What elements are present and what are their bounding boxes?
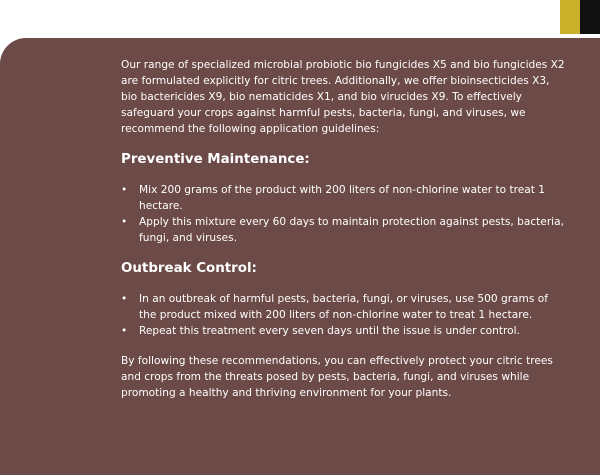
list-item [121,182,566,214]
section-heading-preventive: Preventive Maintenance: [121,152,310,167]
bullet-icon: • [121,184,128,196]
section-heading-outbreak: Outbreak Control: [121,261,257,276]
closing-paragraph: By following these recommendations, you can effectively protect your citric trees and crops from the threats posed by pests, bacteria, fungi, and viruses while promoting a healthy and thriving environment for your plants. [121,355,553,399]
bullet-icon: • [121,216,128,228]
list-item-text: Mix 200 grams of the product with 200 liters of non-chlorine water to treat 1 hectare. [139,184,546,212]
bullet-icon: • [121,325,128,337]
preventive-list [121,182,566,246]
intro-paragraph: Our range of specialized microbial probiotic bio fungicides X5 and bio fungicides X2 are formulated explicitly for citric trees. Additionally, we offer bioinsecticides X3, bio bactericides X9, bio nematicides X1, and bio virucides X9. To effectively safeguard your crops against harmful pests, bacteria, fungi, and viruses, we recommend the following application guidelines: [121,59,565,135]
outbreak-list [121,291,566,339]
list-item-text: Repeat this treatment every seven days until the issue is under control. [139,325,520,337]
bullet-icon: • [121,293,128,305]
list-item [121,214,566,246]
list-item-text: Apply this mixture every 60 days to maintain protection against pests, bacteria, fungi, and viruses. [139,216,564,244]
top-strip [0,0,600,38]
list-item [121,291,566,323]
list-item-text: In an outbreak of harmful pests, bacteria, fungi, or viruses, use 500 grams of the product mixed with 200 liters of non-chlorine water to treat 1 hectare. [139,293,548,321]
accent-bar-yellow [560,0,580,34]
article-body [121,57,566,401]
accent-bar-dark [580,0,600,34]
list-item [121,323,566,339]
